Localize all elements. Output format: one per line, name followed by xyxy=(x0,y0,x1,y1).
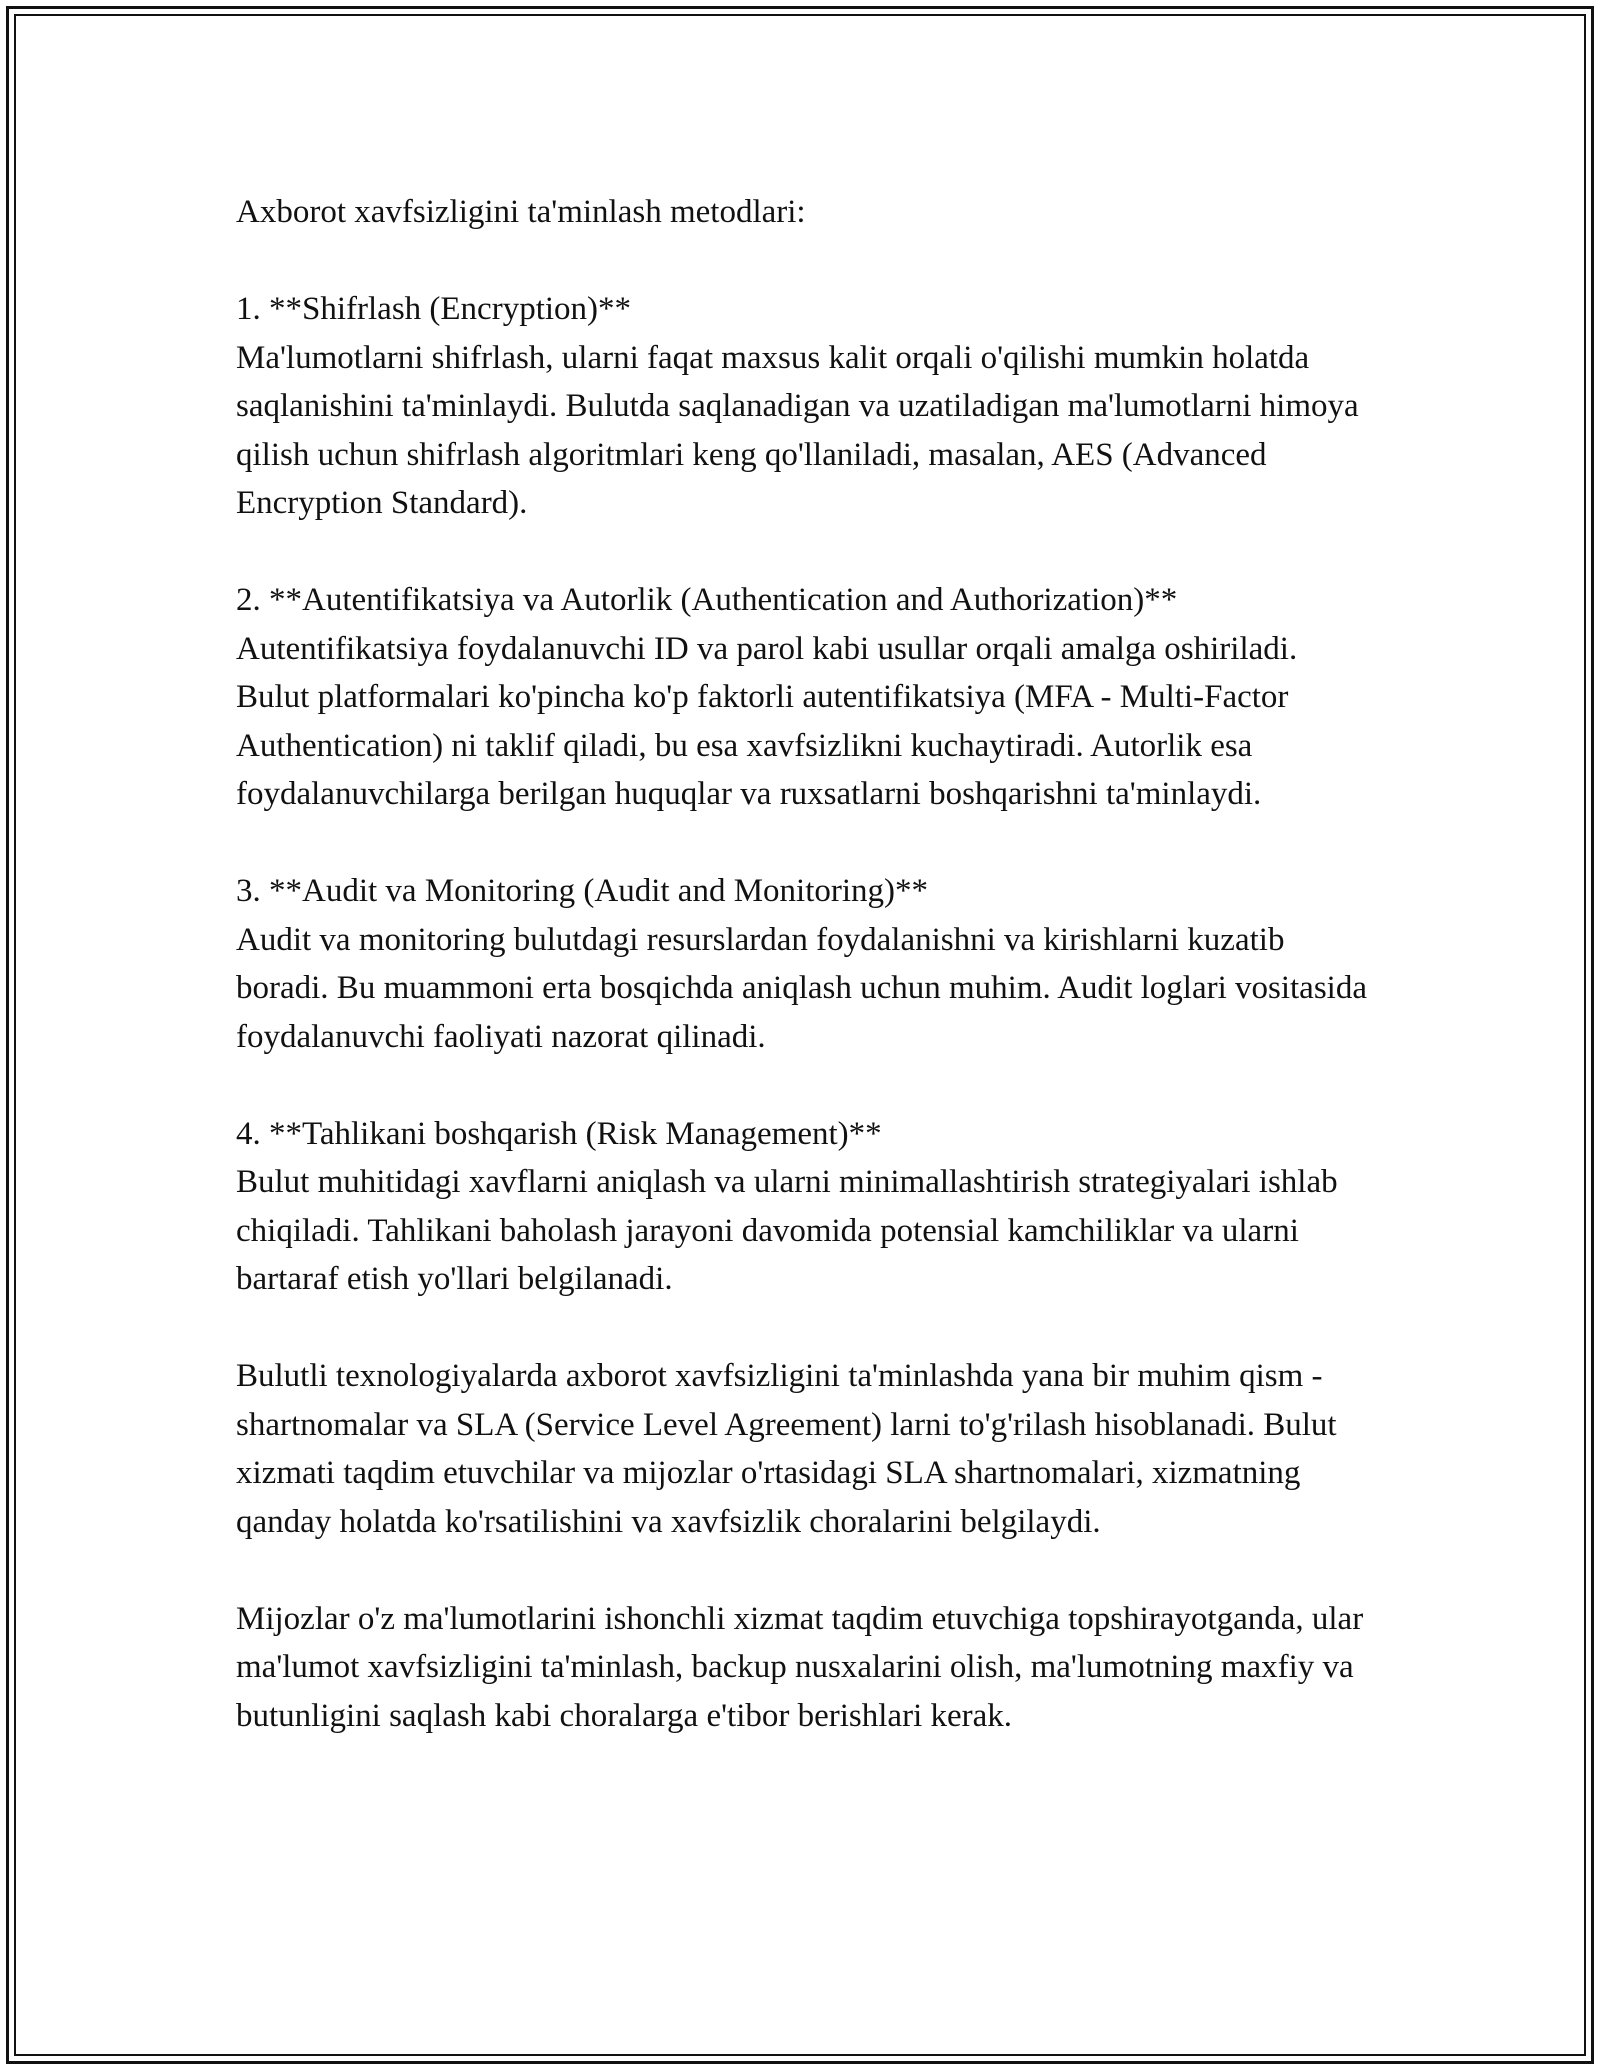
section-body: Ma'lumotlarni shifrlash, ularni faqat maxsus kalit orqali o'qilishi mumkin holatda saqlanishini ta'minlaydi. Bulutda saqlanadigan va uzatiladigan ma'lumotlarni himoya qilish uchun shifrlash algoritmlari keng qo'llaniladi, masalan, AES (Advanced Encryption Standard). xyxy=(236,339,1359,521)
section-body: Audit va monitoring bulutdagi resurslardan foydalanishni va kirishlarni kuzatib boradi. Bu muammoni erta bosqichda aniqlash uchun muhim. Audit loglari vositasida foydalanuvchi faoliyati nazorat qilinadi. xyxy=(236,921,1367,1055)
section-body: Autentifikatsiya foydalanuvchi ID va parol kabi usullar orqali amalga oshiriladi. Bulut platformalari ko'pincha ko'p faktorli autentifikatsiya (MFA - Multi-Factor Authentication) ni taklif qiladi, bu esa xavfsizlikni kuchaytiradi. Autorlik esa foydalanuvchilarga berilgan huquqlar va ruxsatlarni boshqarishni ta'minlaydi. xyxy=(236,630,1298,812)
section-encryption xyxy=(236,285,1376,528)
section-heading: 2. **Autentifikatsiya va Autorlik (Authentication and Authorization)** xyxy=(236,582,1178,618)
section-heading: 4. **Tahlikani boshqarish (Risk Management)** xyxy=(236,1115,882,1152)
section-body: Bulut muhitidagi xavflarni aniqlash va ularni minimallashtirish strategiyalari ishlab chiqiladi. Tahlikani baholash jarayoni davomida potensial kamchiliklar va ularni bartaraf etish yo'llari belgilanadi. xyxy=(236,1164,1338,1297)
document-title: Axborot xavfsizligini ta'minlash metodlari: xyxy=(236,194,806,230)
section-authentication xyxy=(236,576,1376,819)
section-audit xyxy=(236,867,1376,1061)
document-body xyxy=(236,188,1376,1740)
section-heading: 1. **Shifrlash (Encryption)** xyxy=(236,291,632,327)
paragraph-clients: Mijozlar o'z ma'lumotlarini ishonchli xizmat taqdim etuvchiga topshirayotganda, ular ma'lumot xavfsizligini ta'minlash, backup nusxalarini olish, ma'lumotning maxfiy va butunligini saqlash kabi choralarga e'tibor berishlari kerak. xyxy=(236,1600,1364,1734)
section-risk-management xyxy=(236,1110,1376,1304)
paragraph-sla: Bulutli texnologiyalarda axborot xavfsizligini ta'minlashda yana bir muhim qism - shartnomalar va SLA (Service Level Agreement) larni to'g'rilash hisoblanadi. Bulut xizmati taqdim etuvchilar va mijozlar o'rtasidagi SLA shartnomalari, xizmatning qanday holatda ko'rsatilishini va xavfsizlik choralarini belgilaydi. xyxy=(236,1358,1337,1540)
section-heading: 3. **Audit va Monitoring (Audit and Monitoring)** xyxy=(236,873,929,909)
